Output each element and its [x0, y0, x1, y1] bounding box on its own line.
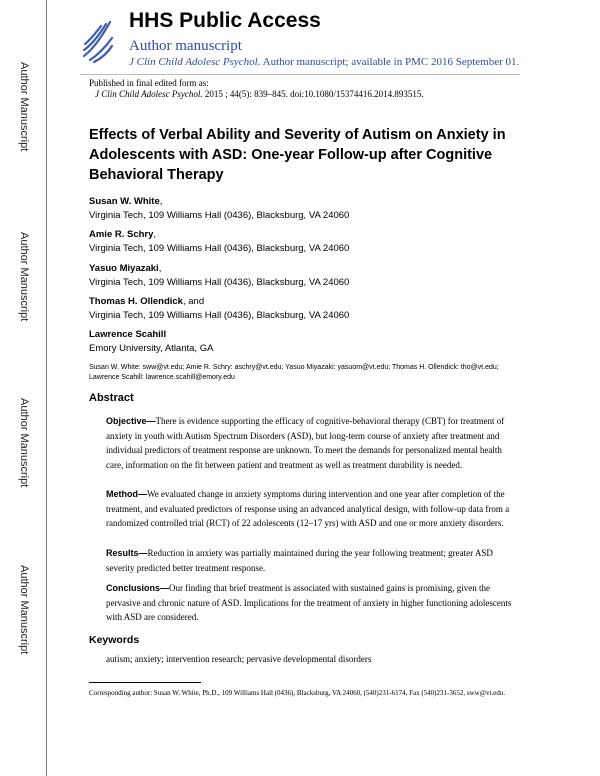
author-name — [89, 196, 162, 207]
author-name-text: Amie R. Schry — [89, 229, 154, 240]
keywords-heading: Keywords — [89, 634, 140, 646]
abstract-results — [106, 546, 518, 575]
author-name-text: Yasuo Miyazaki — [89, 263, 159, 274]
sidebar-label: Author Manuscript — [18, 232, 30, 322]
author-name-suffix: , — [158, 263, 162, 274]
header-subtitle: Author manuscript — [129, 38, 242, 54]
section-text: Reduction in anxiety was partially maintained during the year following treatment; greater ASD severity predicted better treatment response. — [106, 548, 493, 573]
author-manuscript-sidebar — [0, 0, 47, 776]
sidebar-label: Author Manuscript — [18, 62, 30, 152]
author-name-text: Susan W. White — [89, 196, 160, 207]
published-label: Published in final edited form as: — [89, 78, 209, 88]
author-affiliation: Virginia Tech, 109 Williams Hall (0436), Blacksburg, VA 24060 — [89, 310, 350, 321]
author-affiliation: Emory University, Atlanta, GA — [89, 343, 214, 354]
abstract-conclusions — [106, 581, 518, 625]
section-label: Conclusions— — [106, 583, 170, 593]
author-affiliation: Virginia Tech, 109 Williams Hall (0436), Blacksburg, VA 24060 — [89, 243, 350, 254]
header-citation — [129, 56, 519, 68]
abstract-method — [106, 487, 518, 531]
author-name — [89, 296, 204, 307]
section-label: Results— — [106, 548, 148, 558]
published-journal: J Clin Child Adolesc Psychol. — [95, 89, 203, 99]
author-name-text: Thomas H. Ollendick — [89, 296, 183, 307]
author-name — [89, 329, 166, 340]
footnote-divider — [89, 682, 201, 683]
author-affiliation: Virginia Tech, 109 Williams Hall (0436), Blacksburg, VA 24060 — [89, 210, 350, 221]
header-title: HHS Public Access — [129, 9, 321, 32]
author-affiliation: Virginia Tech, 109 Williams Hall (0436), Blacksburg, VA 24060 — [89, 277, 350, 288]
published-details: 2015 ; 44(5): 839–845. doi:10.1080/15374416.2014.893515. — [202, 89, 424, 99]
article-title: Effects of Verbal Ability and Severity of Autism on Anxiety in Adolescents with ASD: One-year Follow-up after Cognitive Behavioral Therapy — [89, 127, 506, 183]
author-emails: Susan W. White: sww@vt.edu; Amie R. Schry: aschry@vt.edu; Yasuo Miyazaki: yasuom@vt.edu; Thomas H. Ollendick: tho@vt.edu; Lawrence Scahill: lawrence.scahill@emory.edu — [89, 364, 499, 381]
sidebar-label: Author Manuscript — [18, 398, 30, 488]
author-name — [89, 263, 161, 274]
section-text: We evaluated change in anxiety symptoms during intervention and one year after completion of the treatment, and evaluated predictors of response using an advanced analytical design, with follow-up data from a randomized controlled trial (RCT) of 22 adolescents (12–17 yrs) with ASD and one or more anxiety disorders. — [106, 489, 510, 528]
keywords-text: autism; anxiety; intervention research; pervasive developmental disorders — [106, 654, 372, 664]
section-label: Objective— — [106, 416, 156, 426]
section-label: Method— — [106, 489, 147, 499]
abstract-objective — [106, 414, 518, 472]
header-citation-journal: J Clin Child Adolesc Psychol. — [129, 56, 261, 68]
abstract-heading: Abstract — [89, 392, 134, 404]
corresponding-author-footnote: Corresponding author: Susan W. White, Ph.D., 109 Williams Hall (0436), Blacksburg, VA 24060, (540)231-6174, Fax (540)231-3652, sww@vt.edu. — [89, 689, 506, 697]
author-name — [89, 229, 156, 240]
author-name-suffix: , and — [182, 296, 205, 307]
header-citation-rest: Author manuscript; available in PMC 2016 September 01. — [260, 56, 520, 68]
hhs-eagle-logo-icon — [80, 16, 114, 64]
published-citation — [95, 89, 424, 99]
author-name-suffix: , — [159, 196, 163, 207]
header-divider — [80, 74, 520, 75]
sidebar-label: Author Manuscript — [18, 565, 30, 655]
author-name-text: Lawrence Scahill — [89, 329, 167, 340]
section-text: There is evidence supporting the efficacy of cognitive-behavioral therapy (CBT) for treatment of anxiety in youth with Autism Spectrum Disorders (ASD), but long-term course of anxiety after treatment and individual predictors of treatment response are unknown. To meet the demands for personalized mental health care, information on the fit between patient and treatment as well as treatment durability is needed. — [106, 416, 505, 470]
author-name-suffix: , — [153, 229, 157, 240]
section-text: Our finding that brief treatment is associated with sustained gains is promising, given the pervasive and chronic nature of ASD. Implications for the treatment of anxiety in higher functioning adolescents with ASD are considered. — [106, 583, 512, 622]
